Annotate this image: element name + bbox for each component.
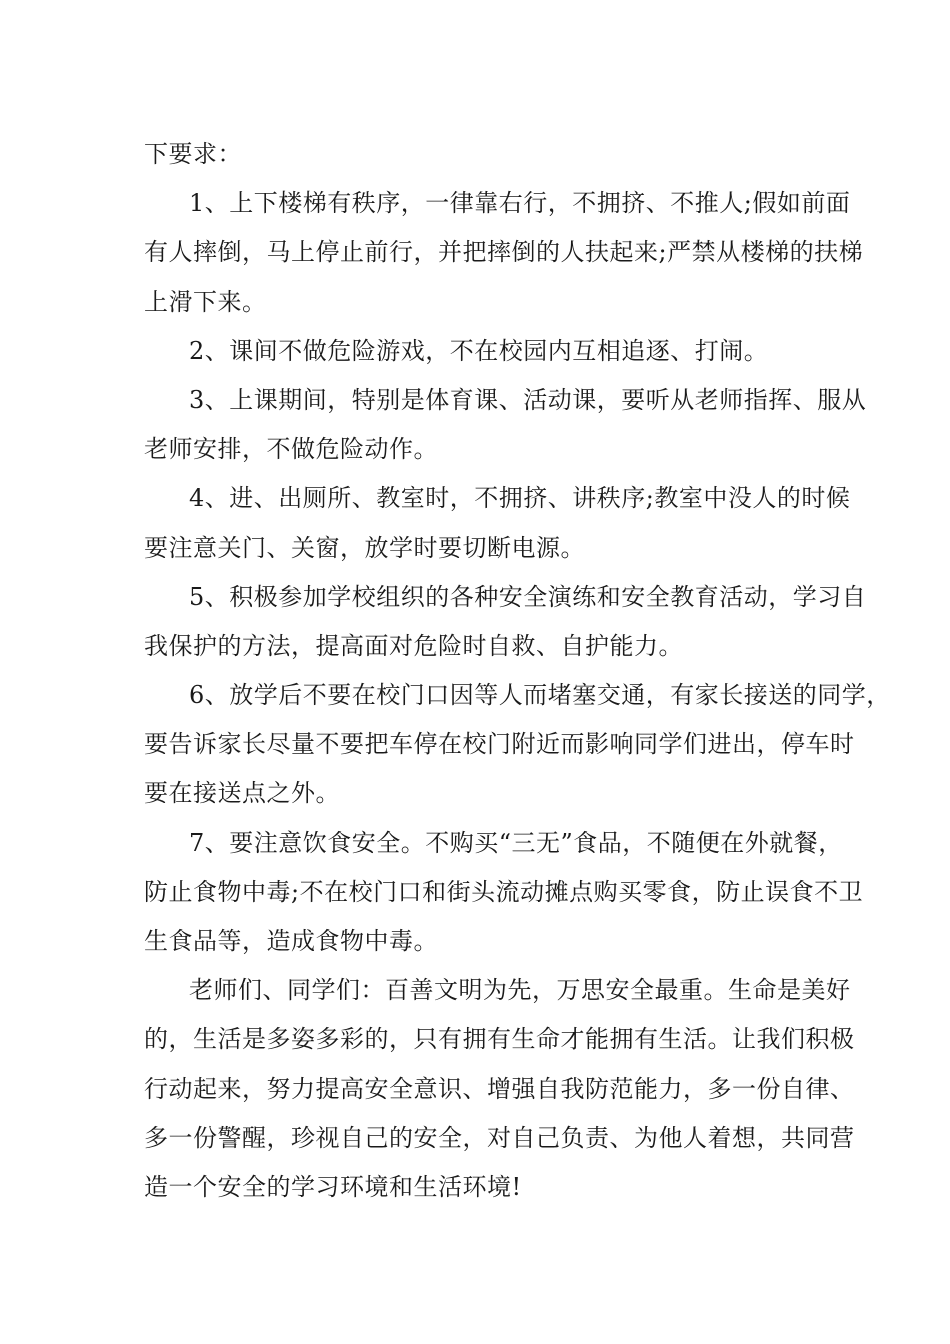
- text-line: 2、课间不做危险游戏，不在校园内互相追逐、打闹。: [189, 336, 769, 365]
- text-line: 生食品等，造成食物中毒。: [144, 927, 438, 955]
- text-line: 下要求：: [144, 140, 242, 168]
- text-line: 我保护的方法，提高面对危险时自救、自护能力。: [144, 631, 683, 660]
- text-line: 多一份警醒，珍视自己的安全，对自己负责、为他人着想，共同营: [144, 1123, 855, 1152]
- text-line: 老师们、同学们：百善文明为先，万思安全最重。生命是美好: [189, 976, 851, 1005]
- text-line: 4、进、出厕所、教室时，不拥挤、讲秩序;教室中没人的时候: [189, 484, 851, 513]
- text-line: 5、积极参加学校组织的各种安全演练和安全教育活动，学习自: [189, 582, 867, 611]
- document-body: [144, 130, 891, 1212]
- text-line: 要在接送点之外。: [144, 779, 340, 808]
- text-line: 要注意关门、关窗，放学时要切断电源。: [144, 533, 585, 562]
- text-line: 7、要注意饮食安全。不购买“三无”食品，不随便在外就餐，: [189, 828, 843, 857]
- text-line: 老师安排，不做危险动作。: [144, 435, 438, 464]
- text-line: 造一个安全的学习环境和生活环境!: [144, 1172, 522, 1201]
- text-line: 有人摔倒，马上停止前行，并把摔倒的人扶起来;严禁从楼梯的扶梯: [144, 238, 864, 267]
- text-line: 上滑下来。: [144, 287, 267, 316]
- text-line: 的，生活是多姿多彩的，只有拥有生命才能拥有生活。让我们积极: [144, 1025, 855, 1054]
- text-line: 6、放学后不要在校门口因等人而堵塞交通，有家长接送的同学，: [189, 681, 891, 710]
- text-line: 要告诉家长尽量不要把车停在校门附近而影响同学们进出，停车时: [144, 730, 855, 759]
- text-line: 行动起来，努力提高安全意识、增强自我防范能力，多一份自律、: [144, 1074, 855, 1103]
- text-line: 1、上下楼梯有秩序，一律靠右行，不拥挤、不推人;假如前面: [189, 189, 851, 218]
- text-line: 3、上课期间，特别是体育课、活动课，要听从老师指挥、服从: [189, 385, 867, 414]
- text-line: 防止食物中毒;不在校门口和街头流动摊点购买零食，防止误食不卫: [144, 877, 864, 906]
